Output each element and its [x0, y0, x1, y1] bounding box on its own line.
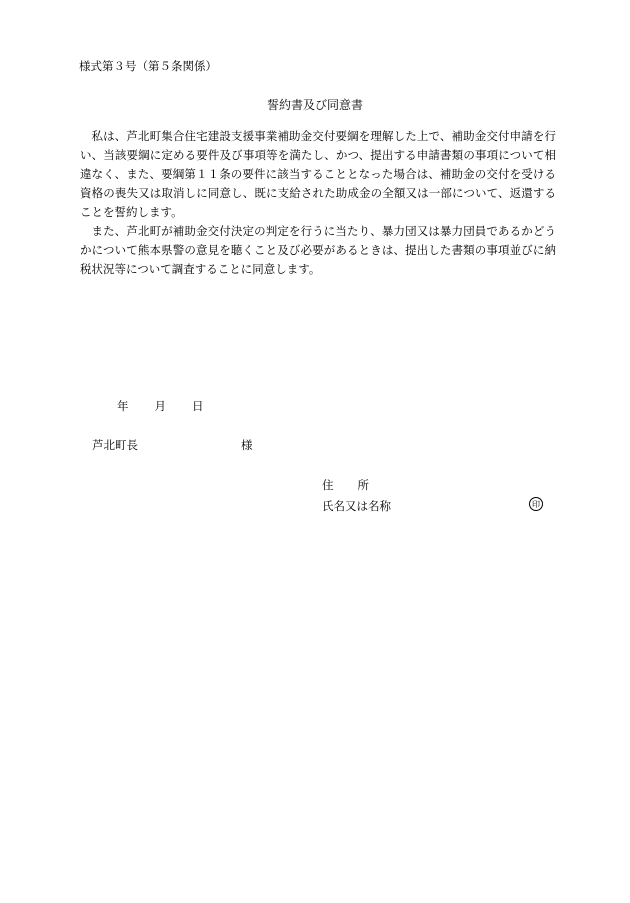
- form-number: 様式第３号（第５条関係）: [79, 59, 217, 73]
- month-label: 月: [154, 399, 166, 413]
- name-label: 氏名又は名称: [322, 499, 391, 513]
- addressee-honorific: 様: [241, 438, 253, 452]
- pledge-paragraph: 私は、芦北町集合住宅建設支援事業補助金交付要綱を理解した上で、補助金交付申請を行い、当該要綱に定める要件及び事項等を満たし、かつ、提出する申請書類の事項について相違なく、また、要綱第１１条の要件に該当することとなった場合は、補助金の交付を受ける資格の喪失又は取消しに同意し、既に支給された助成金の全額又は一部について、返還することを誓約します。: [80, 129, 556, 219]
- document-title: 誓約書及び同意書: [266, 98, 363, 112]
- address-label-part1: 住: [322, 478, 334, 492]
- seal-mark-icon: 印: [529, 497, 543, 511]
- consent-paragraph: また、芦北町が補助金交付決定の判定を行うに当たり、暴力団又は暴力団員であるかどうかについて熊本県警の意見を聴くこと及び必要があるときは、提出した書類の事項並びに納税状況等について調査することに同意します。: [80, 224, 556, 276]
- address-field: [322, 477, 369, 493]
- addressee-line: [92, 437, 253, 453]
- addressee-name: 芦北町長: [92, 438, 138, 452]
- date-line: [117, 398, 204, 414]
- address-label-part2: 所: [357, 478, 369, 492]
- document-body: [80, 127, 556, 279]
- year-label: 年: [117, 399, 129, 413]
- name-field: [322, 498, 391, 514]
- day-label: 日: [192, 399, 204, 413]
